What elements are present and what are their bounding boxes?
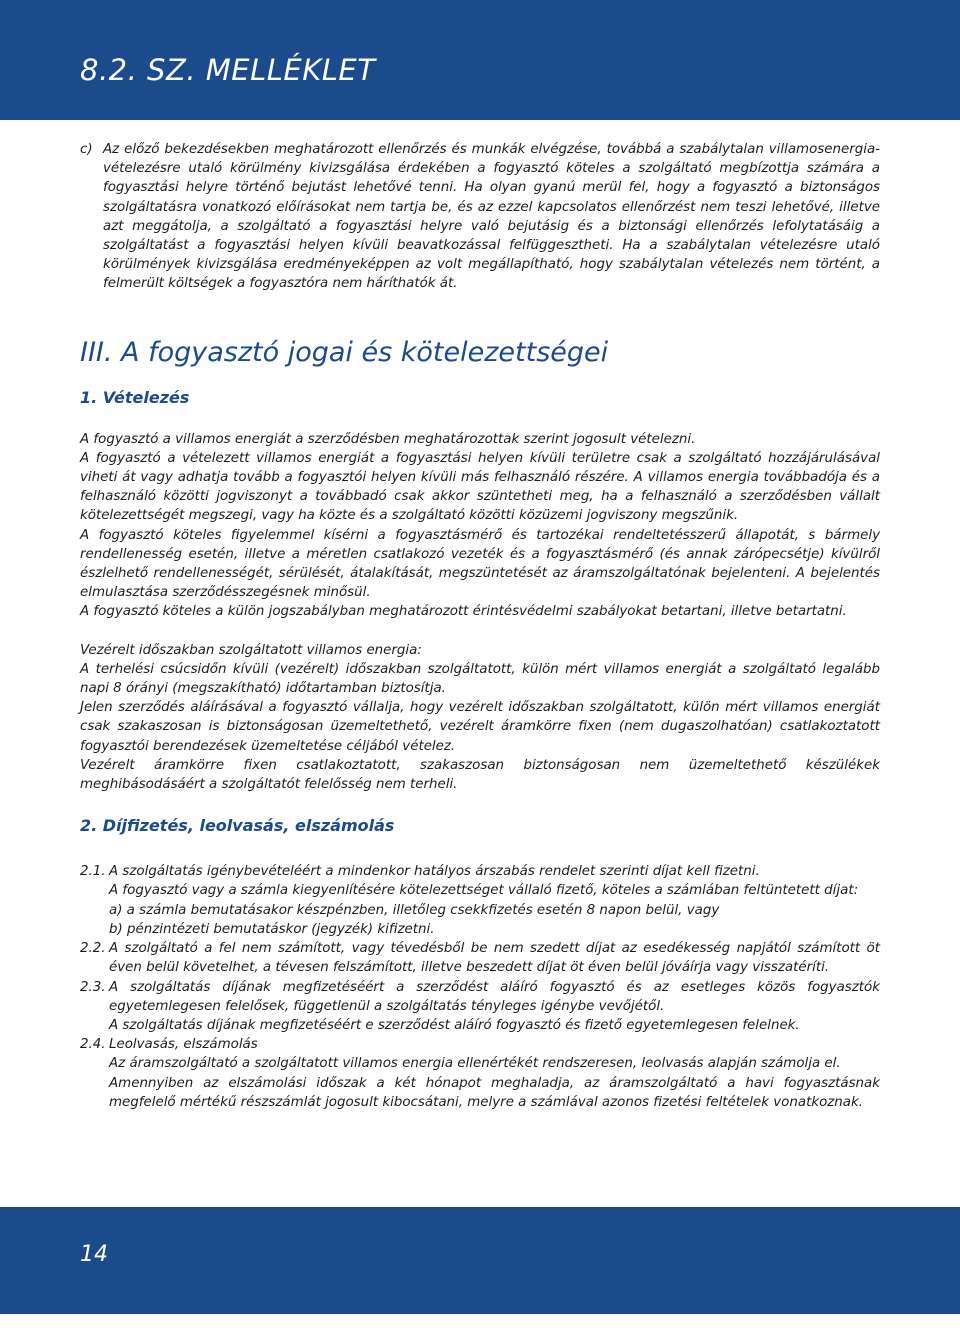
paragraph: Jelen szerződés aláírásával a fogyasztó vállalja, hogy vezérelt időszakban szolgáltatott, külön mért villamos energiát csak szakaszosan is biztonságosan üzemeltethető, vezérelt áramkörre fixen (nem dugaszolhatóan) csatlakoztatott fogyasztói berendezések üzemeltetése céljából vételez. [80,700,880,754]
item-line: A szolgáltató a fel nem számított, vagy tévedésből be nem szedett díjat az esedékesség napjától számított öt éven belül követelhet, a tévesen felszámított, illetve beszedett díjat öt éven belül jóváírja vagy visszatéríti. [109,941,880,976]
paragraph: A fogyasztó köteles a külön jogszabályban meghatározott érintésvédelmi szabályokat betartani, illetve betartatni. [80,604,847,620]
paragraph: Vezérelt áramkörre fixen csatlakoztatott, szakaszosan biztonságosan nem üzemeltethető készülékek meghibásodásáért a szolgáltatót felelősség nem terheli. [80,757,880,793]
item-line: A fogyasztó vagy a számla kiegyenlítésére kötelezettséget vállaló fizető, köteles a számlában feltüntetett díjat: [109,883,859,899]
page-number: 14 [80,1242,108,1267]
header-bar [0,0,960,120]
page-header-title: 8.2. SZ. MELLÉKLET [80,53,376,87]
item-line: a) a számla bemutatásakor készpénzben, illetőleg csekkfizetés esetén 8 napon belül, vagy [109,902,720,918]
item-line: b) pénzintézeti bemutatáskor (jegyzék) kifizetni. [109,921,435,937]
footer-bar [0,1207,960,1314]
paragraph-heading: Vezérelt időszakban szolgáltatott villamos energia: [80,642,422,658]
subsection-heading-vetelezes: 1. Vételezés [80,387,190,407]
item-number: 2.1. [80,864,106,880]
paragraph: A fogyasztó köteles figyelemmel kísérni a fogyasztásmérő és tartozékai rendeltetésszerű állapotát, s bármely rendellenesség esetén, illetve a méretlen csatlakozó vezeték és a fogyasztásmérő (és annak zárópecsétje) kívülről észlelhető rendellenességét, sérülését, átalakítását, megszüntetését az áramszolgáltatónak bejelenteni. A bejelentés elmulasztása szerződésszegésnek minősül. [80,527,880,601]
item-line: A szolgáltatás díjának megfizetéséért e szerződést aláíró fogyasztó és fizető egyetemlegesen felelnek. [109,1017,800,1033]
document-body [80,140,880,1112]
intro-text: Az előző bekezdésekben meghatározott ellenőrzés és munkák elvégzése, továbbá a szabálytalan villamosenergia-vételezésre utaló körülmény kivizsgálása érdekében a fogyasztó köteles a szolgáltató megbízottja számára a fogyasztási helyre történő bejutást lehetővé tenni. Ha olyan gyanú merül fel, hogy a fogyasztó a biztonságos szolgáltatásra vonatkozó előírásokat nem tartja be, és az ezzel kapcsolatos ellenőrzést nem teszi lehetővé, illetve azt meggátolja, a szolgáltató a fogyasztási helyre való bejutásig és a biztonsági ellenőrzés lefolytatásáig a szolgáltatást a fogyasztási helyen kívüli beavatkozással felfüggesztheti. Ha a szabálytalan vételezésre utaló körülmények kivizsgálása eredményeképpen az volt megállapítható, hogy szabálytalan vételezés nem történt, a felmerült költségek a fogyasztóra nem háríthatók át. [103,142,880,292]
list-item [80,978,880,1036]
numbered-list [80,862,880,1112]
list-item [80,939,880,977]
item-number: 2.3. [80,979,106,995]
item-line: Amennyiben az elszámolási időszak a két hónapot meghaladja, az áramszolgáltató a havi fogyasztásnak megfelelő mértékű részszámlát jogosult kibocsátani, melyre a számlával azonos fizetési feltételek vonatkoznak. [109,1075,880,1110]
item-line: Leolvasás, elszámolás [109,1037,258,1053]
item-line: A szolgáltatás díjának megfizetéséért a szerződést aláíró fogyasztó és az esetleges közös fogyasztók egyetemlegesen felelősek, függetlenül a szolgáltatás tényleges igénybe vevőjétől. [109,979,880,1014]
paragraph: A terhelési csúcsidőn kívüli (vezérelt) időszakban szolgáltatott, külön mért villamos energiát a szolgáltató legalább napi 8 órányi (megszakítható) időtartamban biztosítja. [80,661,880,697]
subsection-heading-dijfizetes: 2. Díjfizetés, leolvasás, elszámolás [80,816,395,836]
item-number: 2.2. [80,941,106,957]
intro-marker: c) [80,142,93,157]
paragraph: A fogyasztó a villamos energiát a szerződésben meghatározottak szerint jogosult vételezni. [80,431,696,447]
intro-paragraph [80,140,880,294]
list-item [80,1035,880,1112]
item-line: Az áramszolgáltató a szolgáltatott villamos energia ellenértékét rendszeresen, leolvasás alapján számolja el. [109,1056,841,1072]
item-number: 2.4. [80,1037,106,1053]
list-item [80,862,880,939]
paragraph: A fogyasztó a vételezett villamos energiát a fogyasztási helyen kívüli területre csak a szolgáltató hozzájárulásával viheti át vagy adhatja tovább a fogyasztói helyen kívüli más felhasználó részére. A villamos energia továbbadója és a felhasználó közötti jogviszonyt a továbbadó csak akkor szüntetheti meg, ha a felhasználó a szerződésben vállalt kötelezettségét megszegi, vagy ha közte és a szolgáltató közötti közüzemi jogviszony megszűnik. [80,450,880,524]
item-line: A szolgáltatás igénybevételéért a mindenkor hatályos árszabás rendelet szerinti díjat kell fizetni. [109,864,760,880]
section-heading: III. A fogyasztó jogai és kötelezettségei [80,336,609,368]
